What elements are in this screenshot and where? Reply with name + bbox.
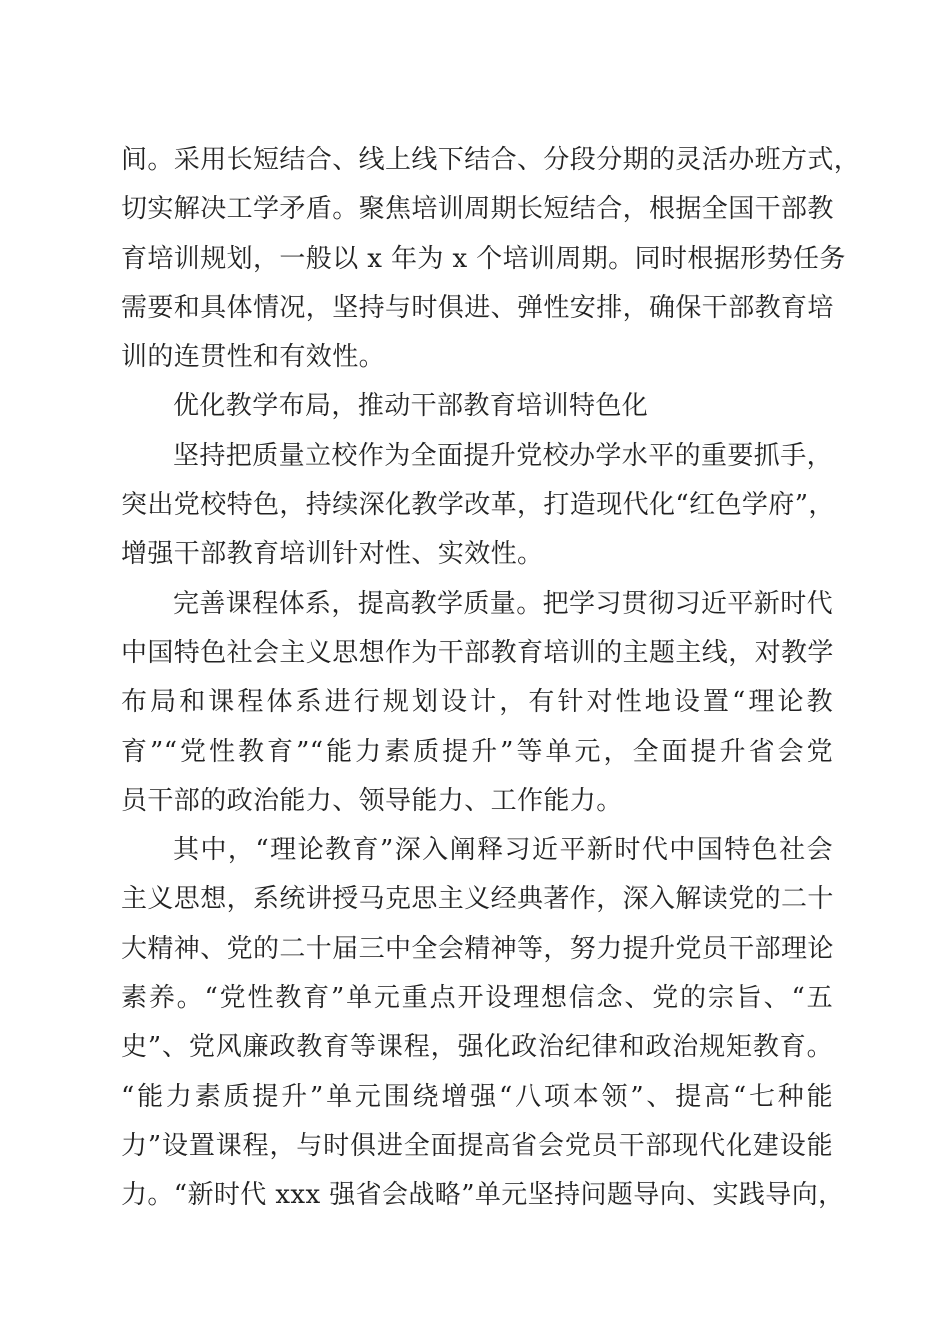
text-line: 中国特色社会主义思想作为干部教育培训的主题主线，对教学 bbox=[121, 637, 834, 668]
text-line: 力”设置课程，与时俱进全面提高省会党员干部现代化建设能 bbox=[121, 1130, 833, 1161]
text-line: 坚持把质量立校作为全面提升党校办学水平的重要抓手， bbox=[173, 440, 834, 471]
document-body bbox=[121, 136, 861, 1221]
text-line: 突出党校特色，持续深化教学改革，打造现代化“红色学府”， bbox=[121, 490, 835, 521]
text-line: 素养。“党性教育”单元重点开设理想信念、党的宗旨、“五 bbox=[121, 983, 833, 1014]
section-heading: 优化教学布局，推动干部教育培训特色化 bbox=[173, 391, 649, 422]
text-line: 完善课程体系，提高教学质量。把学习贯彻习近平新时代 bbox=[173, 588, 834, 619]
text-line: 需要和具体情况，坚持与时俱进、弹性安排，确保干部教育培 bbox=[121, 292, 834, 323]
text-line: 训的连贯性和有效性。 bbox=[121, 342, 386, 373]
text-line: 力。“新时代 xxx 强省会战略”单元坚持问题导向、实践导向， bbox=[121, 1180, 845, 1211]
text-line: 员干部的政治能力、领导能力、工作能力。 bbox=[121, 785, 623, 816]
text-line: 其中，“理论教育”深入阐释习近平新时代中国特色社会 bbox=[173, 835, 833, 866]
text-line: 育培训规划，一般以 x 年为 x 个培训周期。同时根据形势任务 bbox=[121, 243, 846, 274]
text-line: 大精神、党的二十届三中全会精神等，努力提升党员干部理论 bbox=[121, 933, 834, 964]
text-line: 育”“党性教育”“能力素质提升”等单元，全面提升省会党 bbox=[121, 736, 833, 767]
text-line: “能力素质提升”单元围绕增强“八项本领”、提高“七种能 bbox=[121, 1081, 833, 1112]
text-line: 主义思想，系统讲授马克思主义经典著作，深入解读党的二十 bbox=[121, 884, 834, 915]
text-line: 切实解决工学矛盾。聚焦培训周期长短结合，根据全国干部教 bbox=[121, 194, 834, 225]
text-line: 史”、党风廉政教育等课程，强化政治纪律和政治规矩教育。 bbox=[121, 1032, 833, 1063]
text-line: 间。采用长短结合、线上线下结合、分段分期的灵活办班方式， bbox=[121, 145, 861, 175]
text-line: 布局和课程体系进行规划设计，有针对性地设置“理论教 bbox=[121, 687, 833, 718]
text-line: 增强干部教育培训针对性、实效性。 bbox=[121, 539, 544, 570]
